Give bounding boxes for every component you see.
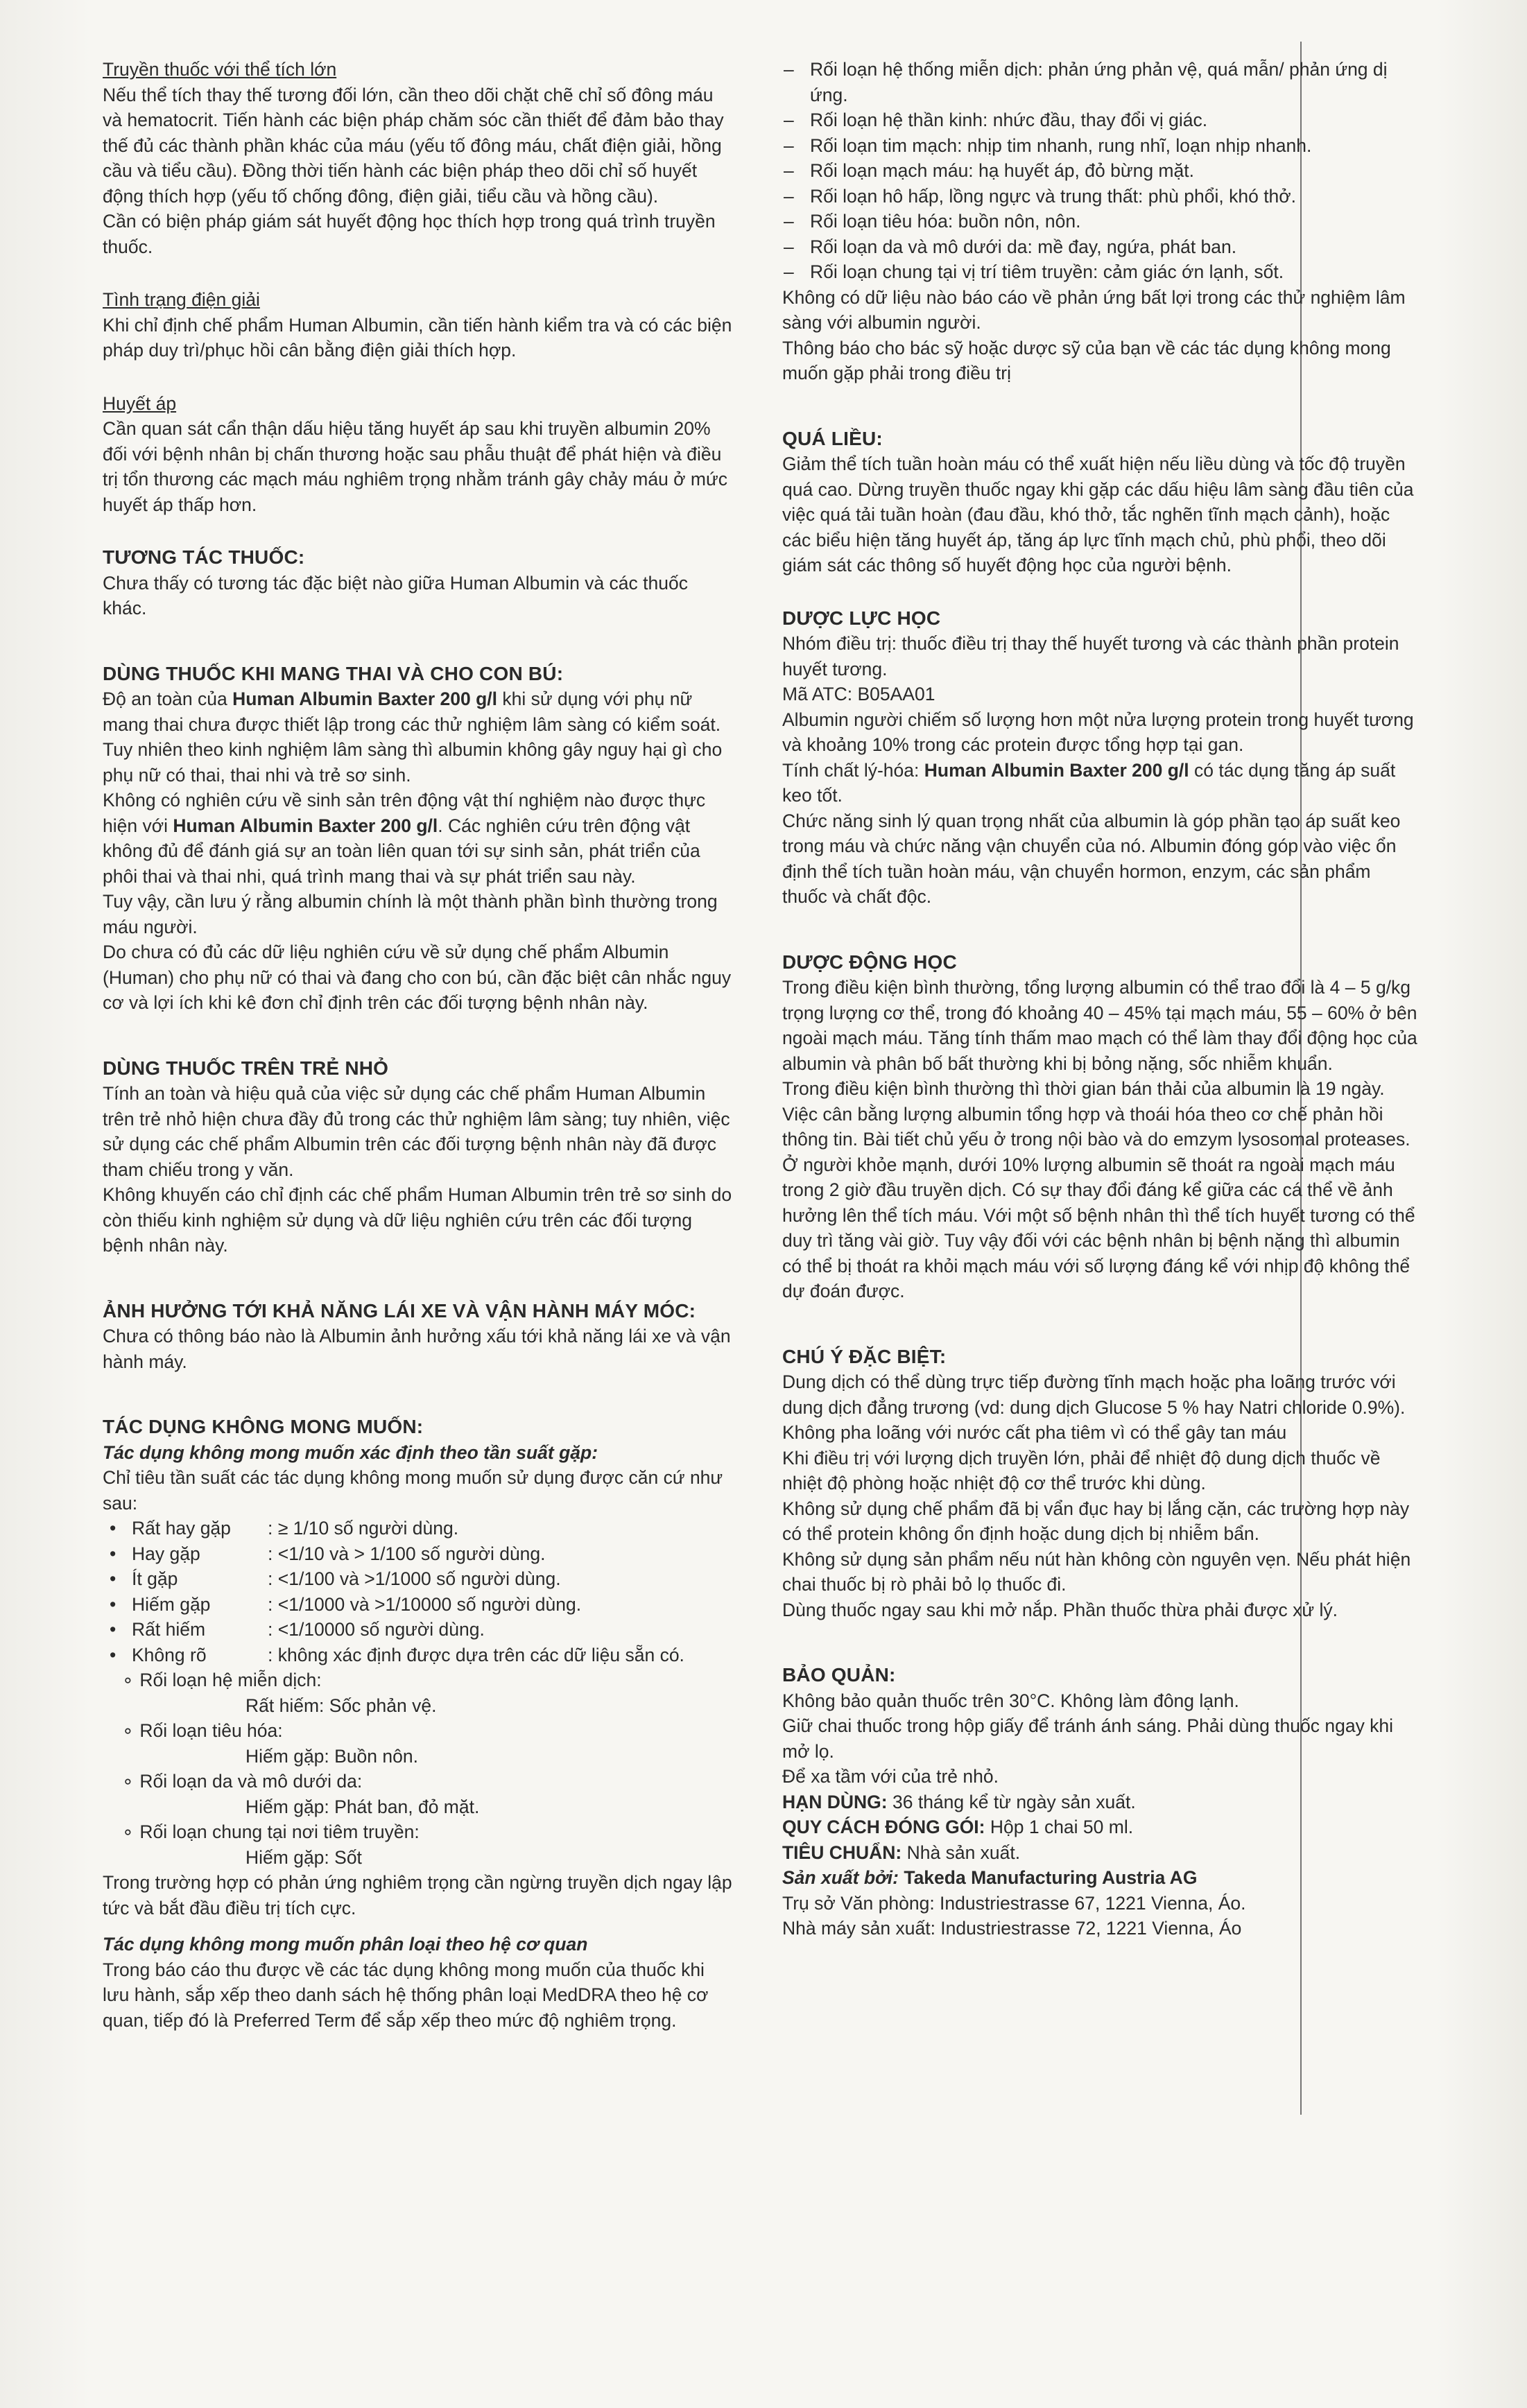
paragraph: Chỉ tiêu tần suất các tác dụng không mong muốn sử dụng được căn cứ như sau: — [103, 1467, 723, 1514]
paragraph: Không bảo quản thuốc trên 30°C. Không làm đông lạnh. — [782, 1690, 1239, 1711]
left-column — [103, 57, 735, 2033]
standard: TIÊU CHUẨN: Nhà sản xuất. — [782, 1842, 1021, 1863]
frequency-item: • Rất hiếm : <1/10000 số người dùng. — [103, 1617, 735, 1643]
heading-pharmacokinetics: DƯỢC ĐỘNG HỌC — [782, 951, 957, 973]
section-title-large-volume: Truyền thuốc với thể tích lớn — [103, 59, 337, 80]
paragraph: Dung dịch có thể dùng trực tiếp đường tĩnh mạch hoặc pha loãng trước với dung dịch đẳng trương (vd: dung dịch Glucose 5 % hay Natri chloride 0.9%). — [782, 1371, 1406, 1418]
heading-special-notes: CHÚ Ý ĐẶC BIỆT: — [782, 1345, 947, 1367]
section-title-electrolytes: Tình trạng điện giải — [103, 289, 260, 310]
paragraph: Để xa tầm với của trẻ nhỏ. — [782, 1766, 999, 1787]
adverse-list-item: – Rối loạn hô hấp, lồng ngực và trung thất: phù phổi, khó thở. — [782, 184, 1418, 209]
organ-item: ∘ Rối loạn tiêu hóa: — [122, 1720, 283, 1741]
heading-storage: BẢO QUẢN: — [782, 1664, 896, 1686]
paragraph: Không sử dụng chế phẩm đã bị vẩn đục hay bị lắng cặn, các trường hợp này có thể protein không ổn định hoặc dung dịch bị nhiễm bẩn. — [782, 1498, 1410, 1544]
paragraph: Dùng thuốc ngay sau khi mở nắp. Phần thuốc thừa phải được xử lý. — [782, 1599, 1338, 1620]
right-column — [782, 57, 1418, 1941]
heading-interactions: TƯƠNG TÁC THUỐC: — [103, 546, 305, 568]
paragraph: Albumin người chiếm số lượng hơn một nửa lượng protein trong huyết tương và khoảng 10% trong các protein được tổng hợp tại gan. — [782, 709, 1414, 755]
paragraph: Chưa thấy có tương tác đặc biệt nào giữa Human Albumin và các thuốc khác. — [103, 572, 688, 618]
paragraph: Tính an toàn và hiệu quả của việc sử dụng các chế phẩm Human Albumin trên trẻ nhỏ hiện chưa đầy đủ trong các thử nghiệm lâm sàng; tuy nhiên, việc sử dụng các chế phẩm Albumin trên các đối tượng bệnh nhân này đã được tham chiếu trong y văn. — [103, 1083, 730, 1180]
organ-item-detail: Hiếm gặp: Sốt — [245, 1846, 362, 1868]
paragraph: Trong trường hợp có phản ứng nghiêm trọng cần ngừng truyền dịch ngay lập tức và bắt đầu điều trị tích cực. — [103, 1872, 732, 1918]
organ-item-detail: Rất hiếm: Sốc phản vệ. — [245, 1695, 437, 1716]
paragraph: Chưa có thông báo nào là Albumin ảnh hưởng xấu tới khả năng lái xe và vận hành máy. — [103, 1326, 731, 1372]
office-address: Trụ sở Văn phòng: Industriestrasse 67, 1221 Vienna, Áo. — [782, 1892, 1246, 1914]
frequency-item: • Không rõ : không xác định được dựa trên các dữ liệu sẵn có. — [103, 1643, 735, 1668]
paragraph: Trong báo cáo thu được về các tác dụng không mong muốn của thuốc khi lưu hành, sắp xếp theo danh sách hệ thống phân loại MedDRA theo hệ cơ quan, tiếp đó là Preferred Term để sắp xếp theo mức độ nghiêm trọng. — [103, 1959, 709, 2031]
paragraph: Không có dữ liệu nào báo cáo về phản ứng bất lợi trong các thử nghiệm lâm sàng với albumin người. — [782, 286, 1406, 333]
organ-item-detail: Hiếm gặp: Buồn nôn. — [245, 1745, 418, 1767]
adverse-list-item: – Rối loạn tim mạch: nhịp tim nhanh, rung nhĩ, loạn nhịp nhanh. — [782, 133, 1418, 159]
adverse-list-item: – Rối loạn hệ thần kinh: nhức đầu, thay đổi vị giác. — [782, 107, 1418, 133]
paragraph: Nhóm điều trị: thuốc điều trị thay thế huyết tương và các thành phần protein huyết tương. — [782, 633, 1399, 679]
frequency-item: • Hiếm gặp : <1/1000 và >1/10000 số người dùng. — [103, 1592, 735, 1618]
heading-driving: ẢNH HƯỞNG TỚI KHẢ NĂNG LÁI XE VÀ VẬN HÀNH MÁY MÓC: — [103, 1299, 696, 1322]
paragraph: Không khuyến cáo chỉ định các chế phẩm Human Albumin trên trẻ sơ sinh do còn thiếu kinh nghiệm sử dụng và dữ liệu nghiên cứu trên các đối tượng bệnh nhân này. — [103, 1184, 732, 1256]
organ-item: ∘ Rối loạn da và mô dưới da: — [122, 1771, 363, 1792]
paragraph: Chức năng sinh lý quan trọng nhất của albumin là góp phần tạo áp suất keo trong máu và chức năng vận chuyển của nó. Albumin đóng góp vào việc ổn định thể tích tuần hoàn máu, vận chuyển hormon, enzym, các sản phẩm thuốc và chất độc. — [782, 810, 1401, 907]
paragraph: Khi điều trị với lượng dịch truyền lớn, phải để nhiệt độ dung dịch thuốc về nhiệt độ phòng hoặc nhiệt độ cơ thể trước khi dùng. — [782, 1447, 1381, 1493]
paragraph: Do chưa có đủ các dữ liệu nghiên cứu về sử dụng chế phẩm Albumin (Human) cho phụ nữ có thai và đang cho con bú, cần đặc biệt cân nhắc nguy cơ và lợi ích khi kê đơn chỉ định trên các đối tượng bệnh nhân này. — [103, 942, 732, 1013]
frequency-item: • Ít gặp : <1/100 và >1/1000 số người dùng. — [103, 1566, 735, 1592]
paragraph: Độ an toàn của Human Albumin Baxter 200 g/l khi sử dụng với phụ nữ mang thai chưa được thiết lập trong các thử nghiệm lâm sàng có kiểm soát. Tuy nhiên theo kinh nghiệm lâm sàng thì albumin không gây nguy hại gì cho phụ nữ có thai, thai nhi và trẻ sơ sinh. — [103, 688, 723, 786]
paragraph: Giảm thể tích tuần hoàn máu có thể xuất hiện nếu liều dùng và tốc độ truyền quá cao. Dừng truyền thuốc ngay khi gặp các dấu hiệu lâm sàng đầu tiên của việc quá tải tuần hoàn (đau đầu, khó thở, tắc nghẽn tĩnh mạch cảnh), hoặc các biểu hiện tăng huyết áp, tăng áp lực tĩnh mạch chủ, phù phổi, theo dõi giám sát các thông số huyết động học của người bệnh. — [782, 453, 1414, 575]
paragraph: Giữ chai thuốc trong hộp giấy để tránh ánh sáng. Phải dùng thuốc ngay khi mở lọ. — [782, 1715, 1394, 1762]
packaging: QUY CÁCH ĐÓNG GÓI: Hộp 1 chai 50 ml. — [782, 1817, 1134, 1837]
subheading-frequency: Tác dụng không mong muốn xác định theo tần suất gặp: — [103, 1441, 598, 1463]
shelf-life: HẠN DÙNG: 36 tháng kể từ ngày sản xuất. — [782, 1791, 1136, 1812]
frequency-item: • Hay gặp : <1/10 và > 1/100 số người dùng. — [103, 1541, 735, 1567]
section-title-blood-pressure: Huyết áp — [103, 392, 177, 414]
heading-overdose: QUÁ LIỀU: — [782, 427, 883, 449]
paragraph: Nếu thể tích thay thế tương đối lớn, cần theo dõi chặt chẽ chỉ số đông máu và hematocrit. Tiến hành các biện pháp chăm sóc cần thiết để đảm bảo thay thế đủ các thành phần khác của máu (yếu tố đông máu, chất điện giải, hồng cầu và tiểu cầu). Đồng thời tiến hành các biện pháp theo dõi chỉ số huyết động thích hợp (yếu tố chống đông, điện giải, tiểu cầu và hồng cầu). — [103, 84, 724, 207]
product-name: Human Albumin Baxter 200 g/l — [924, 759, 1189, 781]
organ-item: ∘ Rối loạn hệ miễn dịch: — [122, 1670, 322, 1690]
factory-address: Nhà máy sản xuất: Industriestrasse 72, 1221 Vienna, Áo — [782, 1918, 1242, 1939]
heading-pharmacodynamics: DƯỢC LỰC HỌC — [782, 607, 941, 629]
organ-item: ∘ Rối loạn chung tại nơi tiêm truyền: — [122, 1821, 420, 1842]
frequency-item: • Rất hay gặp : ≥ 1/10 số người dùng. — [103, 1516, 735, 1541]
paragraph: Trong điều kiện bình thường, tổng lượng albumin có thể trao đổi là 4 – 5 g/kg trọng lượng cơ thể, trong đó khoảng 40 – 45% tại mạch máu, 55 – 60% ở bên ngoài mạch máu. Tăng tính thấm mao mạch có thể làm thay đổi động học của albumin và phân bố bất thường khi bị bỏng nặng, sốc nhiễm khuẩn. — [782, 977, 1417, 1074]
paragraph: Trong điều kiện bình thường thì thời gian bán thải của albumin là 19 ngày. Việc cân bằng lượng albumin tổng hợp và thoái hóa theo cơ chế phản hồi thông tin. Bài tiết chủ yếu ở trong nội bào và do emzym lysosomal proteases. — [782, 1078, 1410, 1150]
paragraph: Tính chất lý-hóa: Human Albumin Baxter 200 g/l có tác dụng tăng áp suất keo tốt. — [782, 759, 1396, 806]
product-name: Human Albumin Baxter 200 g/l — [232, 688, 497, 709]
paragraph: Thông báo cho bác sỹ hoặc dược sỹ của bạn về các tác dụng không mong muốn gặp phải trong điều trị — [782, 337, 1391, 383]
product-name: Human Albumin Baxter 200 g/l — [173, 815, 438, 836]
adverse-list-item: – Rối loạn chung tại vị trí tiêm truyền: cảm giác ớn lạnh, sốt. — [782, 259, 1418, 285]
paragraph: Không có nghiên cứu về sinh sản trên động vật thí nghiệm nào được thực hiện với Human Albumin Baxter 200 g/l. Các nghiên cứu trên động vật không đủ để đánh giá sự an toàn liên quan tới sự sinh sản, phát triển của phôi thai và thai nhi, quá trình mang thai và sự phát triển sau này. — [103, 790, 706, 887]
adverse-list-item: – Rối loạn tiêu hóa: buồn nôn, nôn. — [782, 209, 1418, 234]
organ-item-detail: Hiếm gặp: Phát ban, đỏ mặt. — [245, 1796, 480, 1817]
paragraph: Ở người khỏe mạnh, dưới 10% lượng albumin sẽ thoát ra ngoài mạch máu trong 2 giờ đầu truyền dịch. Có sự thay đổi đáng kể giữa các cá thể về ảnh hưởng lên thể tích máu. Với một số bệnh nhân thì thể tích huyết tương có thể duy trì tăng vài giờ. Tuy vậy đối với các bệnh nhân bị bệnh nặng thì albumin có thể bị thoát ra khỏi mạch máu với số lượng đáng kể với nhịp độ không thể dự đoán được. — [782, 1154, 1415, 1301]
paragraph: Cần quan sát cẩn thận dấu hiệu tăng huyết áp sau khi truyền albumin 20% đối với bệnh nhân bị chấn thương hoặc sau phẫu thuật để phát hiện và điều trị tổn thương các mạch máu nghiêm trọng nhằm tránh gây chảy máu ở mức huyết áp thấp hơn. — [103, 418, 727, 515]
paragraph: Tuy vậy, cần lưu ý rằng albumin chính là một thành phần bình thường trong máu người. — [103, 891, 718, 937]
subheading-organ-class: Tác dụng không mong muốn phân loại theo hệ cơ quan — [103, 1934, 588, 1955]
heading-adverse-effects: TÁC DỤNG KHÔNG MONG MUỐN: — [103, 1416, 424, 1437]
heading-children: DÙNG THUỐC TRÊN TRẺ NHỎ — [103, 1057, 389, 1079]
heading-pregnancy: DÙNG THUỐC KHI MANG THAI VÀ CHO CON BÚ: — [103, 662, 564, 684]
paragraph: Cần có biện pháp giám sát huyết động học thích hợp trong quá trình truyền thuốc. — [103, 211, 716, 257]
adverse-list-item: – Rối loạn da và mô dưới da: mề đay, ngứa, phát ban. — [782, 234, 1418, 260]
manufacturer: Sản xuất bởi: Takeda Manufacturing Austria AG — [782, 1867, 1198, 1888]
atc-code: Mã ATC: B05AA01 — [782, 684, 935, 704]
paragraph: Không sử dụng sản phẩm nếu nút hàn không còn nguyên vẹn. Nếu phát hiện chai thuốc bị rò phải bỏ lọ thuốc đi. — [782, 1548, 1411, 1595]
adverse-list-item: – Rối loạn hệ thống miễn dịch: phản ứng phản vệ, quá mẫn/ phản ứng dị ứng. — [782, 57, 1418, 107]
paragraph: Khi chỉ định chế phẩm Human Albumin, cần tiến hành kiểm tra và có các biện pháp duy trì/phục hồi cân bằng điện giải thích hợp. — [103, 314, 732, 361]
adverse-list-item: – Rối loạn mạch máu: hạ huyết áp, đỏ bừng mặt. — [782, 158, 1418, 184]
paragraph: Không pha loãng với nước cất pha tiêm vì có thể gây tan máu — [782, 1422, 1287, 1443]
